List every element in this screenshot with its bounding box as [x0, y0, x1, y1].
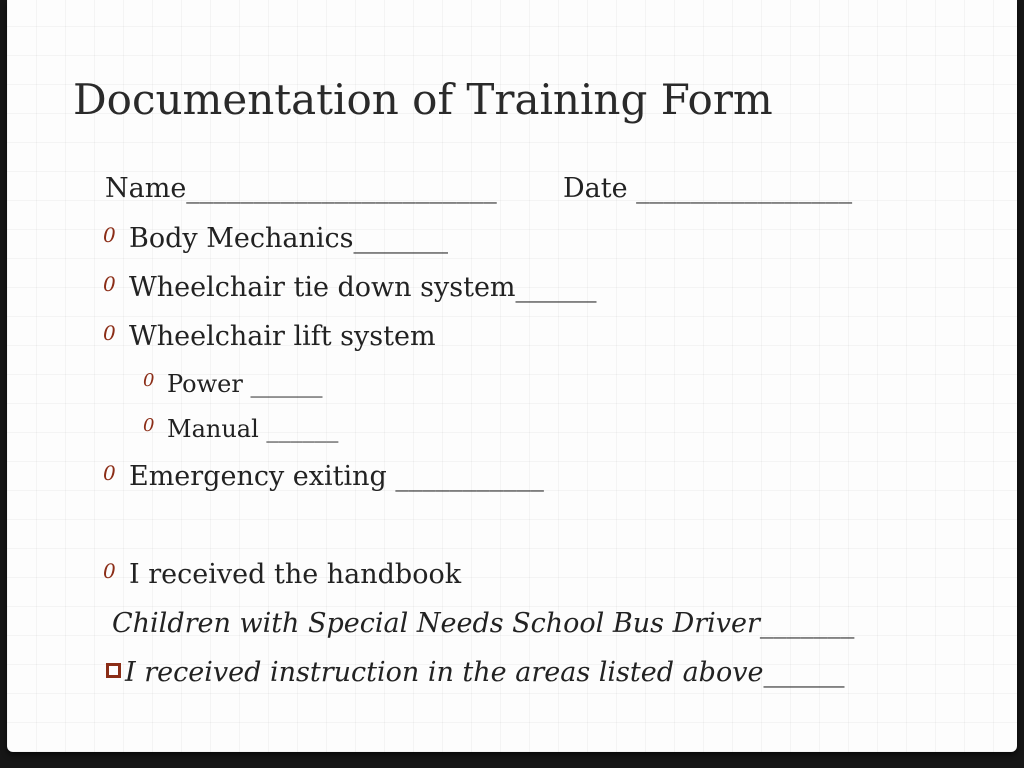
sub-item-label: Manual ______: [167, 415, 339, 443]
list-item-body-mechanics: [103, 222, 448, 256]
list-item-label: Wheelchair lift system: [129, 321, 436, 352]
bullet-icon: 0: [103, 461, 116, 485]
sub-item-label: Power ______: [167, 370, 323, 398]
bullet-icon: 0: [143, 415, 155, 436]
list-item-wheelchair-lift: [103, 320, 436, 354]
date-field-line: Date ________________: [563, 173, 853, 204]
instruction-line: [106, 656, 844, 690]
instruction-label: I received instruction in the areas listed above______: [125, 657, 845, 688]
checkbox-icon: [106, 663, 121, 678]
bullet-icon: 0: [143, 370, 155, 391]
slide-page: [7, 0, 1017, 752]
bullet-icon: 0: [103, 272, 116, 296]
list-item-handbook: [103, 558, 461, 592]
list-item-label: Emergency exiting ___________: [129, 461, 544, 492]
bullet-icon: 0: [103, 559, 116, 583]
handbook-title-line: Children with Special Needs School Bus Driver_______: [112, 608, 855, 639]
list-item-label: I received the handbook: [129, 559, 462, 590]
list-item-label: Wheelchair tie down system______: [129, 272, 597, 303]
bullet-icon: 0: [103, 321, 116, 345]
list-item-label: Body Mechanics_______: [129, 223, 448, 254]
list-item-wheelchair-tie-down: [103, 271, 597, 305]
slide-title: Documentation of Training Form: [73, 75, 773, 124]
sub-item-power: [143, 369, 322, 399]
bullet-icon: 0: [103, 223, 116, 247]
name-field-line: Name_______________________: [105, 173, 497, 204]
sub-item-manual: [143, 414, 338, 444]
list-item-emergency-exiting: [103, 460, 544, 494]
